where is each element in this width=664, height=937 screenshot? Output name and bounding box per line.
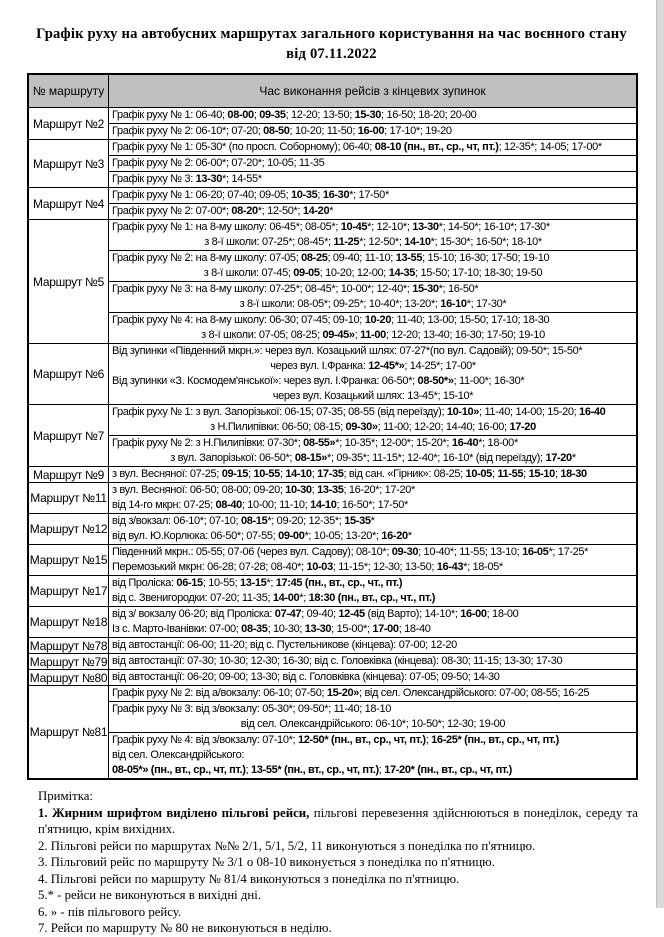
- table-row: [28, 576, 637, 607]
- route-name-cell: Маршрут №17: [28, 576, 109, 607]
- schedule-line: Графік руху № 1: з вул. Запорізької: 06-15; 07-35; 08-55 (від переїзду); 10-10»; 11-40; 14-00; 15-20; 16-40: [112, 406, 606, 418]
- note-item: 5.* - рейси не виконуються в вихідні дні.: [38, 888, 262, 902]
- notes-heading: Примітка:: [38, 789, 93, 803]
- schedule-cell: [109, 188, 638, 204]
- table-row: [28, 140, 637, 156]
- table-row: [28, 188, 637, 204]
- schedule-cell: [109, 124, 638, 140]
- schedule-line: Графік руху № 1: 06-40; 08-00; 09-35; 12-20; 13-50; 15-30; 16-50; 18-20; 20-00: [112, 109, 477, 121]
- schedule-line: від вул. Ю.Корлюка: 06-50*; 07-55; 09-00*; 10-05; 13-20*; 16-20*: [112, 530, 412, 542]
- schedule-line: Графік руху № 1: 06-20; 07-40; 09-05; 10-35; 16-30*; 17-50*: [112, 189, 389, 201]
- note-item: 1. Жирним шрифтом виділено пільгові рейси, пільгові перевезення здійснюються в понеділок, середу та п'ятницю, крім вихідних.: [38, 805, 638, 836]
- schedule-line: Графік руху № 2: на 8-му школу: 07-05; 08-25; 09-40; 11-10; 13-55; 15-10; 16-30; 17-50; 19-10: [112, 252, 550, 264]
- schedule-line: Із с. Марто-Іванівки: 07-00; 08-35; 10-30; 13-30; 15-00*; 17-00; 18-40: [112, 623, 431, 635]
- route-name-cell: Маршрут №80: [29, 670, 108, 685]
- schedule-line: від з/ вокзалу 06-20; від Проліска: 07-47; 09-40; 12-45 (від Варто); 14-10*; 16-00; 18-00: [112, 608, 519, 620]
- schedule-line: з 8-ї школи: 08-05*; 09-25*; 10-40*; 13-20*; 16-10*; 17-30*: [239, 298, 507, 310]
- table-row: [28, 282, 637, 313]
- schedule-cell: [109, 282, 638, 313]
- route-column-header: № маршруту: [28, 74, 109, 108]
- schedule-line: від сел. Олександрійського:: [112, 749, 245, 761]
- schedule-line: Графік руху № 3: 13-30*; 14-55*: [112, 173, 262, 185]
- schedule-line: з Н.Пилипівки: 06-50; 08-15; 09-30»; 11-00; 12-20; 14-40; 16-00; 17-20: [210, 421, 536, 433]
- schedule-line: від з/вокзал: 06-10*; 07-10; 08-15*; 09-20; 12-35*; 15-35*: [112, 515, 375, 527]
- schedule-cell: [109, 702, 638, 733]
- schedule-line: 08-05*» (пн., вт., ср., чт, пт.); 13-55* (пн., вт., ср., чт, пт.); 17-20* (пн., вт., ср., чт, пт.): [112, 764, 512, 776]
- schedule-cell: [109, 670, 638, 686]
- table-row: [28, 467, 637, 483]
- table-row: [28, 251, 637, 282]
- schedule-cell: [109, 545, 638, 576]
- table-row: [28, 545, 637, 576]
- route-name-cell: Маршрут №15: [28, 545, 109, 576]
- schedule-line: від автостанції: 06-00; 11-20; від с. Пустельникове (кінцева): 07-00; 12-20: [112, 639, 457, 651]
- notes-section: [38, 788, 638, 937]
- schedule-line: з вул. Весняної: 07-25; 09-15; 10-55; 14-10; 17-35; від сан. «Гірник»: 08-25; 10-05; 11-55; 15-10; 18-30: [112, 468, 587, 480]
- schedule-cell: [109, 514, 638, 545]
- schedule-line: Графік руху № 3: на 8-му школу: 07-25*; 08-45*; 10-00*; 12-40*; 15-30*; 16-50*: [112, 283, 479, 295]
- table-row: [28, 405, 637, 436]
- schedule-table-header: [28, 74, 637, 108]
- schedule-line: від с. Звенигородки: 07-20; 11-35; 14-00*; 18:30 (пн., вт., ср., чт., пт.): [112, 592, 436, 604]
- schedule-line: від 14-го мкрн: 07-25; 08-40; 10-00; 11-10; 14-10; 16-50*; 17-50*: [112, 499, 408, 511]
- route-name-cell: Маршрут №81: [28, 686, 109, 780]
- table-row: [28, 607, 637, 638]
- schedule-cell: [109, 607, 638, 638]
- route-name-cell: Маршрут №6: [28, 344, 109, 405]
- schedule-cell: [109, 344, 638, 405]
- schedule-line: від автостанції: 06-20; 09-00; 13-30; від с. Головківка (кінцева): 07-05; 09-50; 14-30: [112, 671, 500, 683]
- schedule-line: через вул. Козацький шлях: 13-45*; 15-10*: [272, 390, 474, 402]
- schedule-line: Графік руху № 4: на 8-му школу: 06-30; 07-45; 09-10; 10-20; 11-40; 13-00; 15-50; 17-10; 18-30: [112, 314, 550, 326]
- note-item: 3. Пільговий рейс по маршруту № 3/1 о 08-10 виконується з понеділка по п'ятницю.: [38, 855, 495, 869]
- notes-list: [38, 805, 638, 937]
- schedule-line: з 8-ї школи: 07-45; 09-05; 10-20; 12-00; 14-35; 15-50; 17-10; 18-30; 19-50: [203, 267, 543, 279]
- note-item: 4. Пільгові рейси по маршруту № 81/4 виконуються з понеділка по п'ятницю.: [38, 871, 460, 886]
- schedule-cell: [109, 576, 638, 607]
- route-name-cell: Маршрут №5: [28, 220, 109, 344]
- schedule-cell: [109, 140, 638, 156]
- schedule-line: від сел. Олександрійського: 06-10*; 10-50*; 12-30; 19-00: [240, 718, 506, 730]
- route-name-cell: Маршрут №3: [28, 140, 109, 188]
- schedule-line: Графік руху № 2: 06-00*; 07-20*; 10-05; 11-35: [112, 157, 325, 169]
- schedule-line: Графік руху № 1: 05-30* (по просп. Соборному); 06-40; 08-10 (пн., вт., ср., чт, пт.); 12-35*; 14-05; 17-00*: [112, 141, 602, 153]
- schedule-line: з 8-ї школи: 07-05; 08-25; 09-45»; 11-00; 12-20; 13-40; 16-30; 17-50; 19-10: [201, 329, 545, 341]
- schedule-line: Графік руху № 2: від а/вокзалу: 06-10; 07-50; 15-20»; від сел. Олександрійського: 07-00; 08-55; 16-25: [112, 687, 590, 699]
- schedule-cell: [109, 654, 638, 670]
- route-name-cell: Маршрут №9: [28, 467, 109, 483]
- schedule-cell: [109, 313, 638, 344]
- schedule-line: від автостанції: 07-30; 10-30; 12-30; 16-30; від с. Головківка (кінцева): 08-30; 11-15; 13-30; 17-30: [112, 655, 563, 667]
- schedule-cell: [109, 638, 638, 654]
- table-row: [28, 514, 637, 545]
- schedule-line: Графік руху № 1: на 8-му школу: 06-45*; 08-05*; 10-45*; 12-10*; 13-30*; 14-50*; 16-10*; 17-30*: [112, 221, 550, 233]
- table-row: [28, 108, 637, 124]
- schedule-line: Від зупинки «З. Космодем'янської»: через вул. І.Франка: 06-50*; 08-50*»; 11-00*; 16-30*: [112, 375, 525, 387]
- schedule-cell: [109, 156, 638, 172]
- table-row: [28, 313, 637, 344]
- schedule-line: з 8-ї школи: 07-25*; 08-45*; 11-25*; 12-50*; 14-10*; 15-30*; 16-50*; 18-10*: [204, 236, 542, 248]
- schedule-table: [27, 73, 638, 780]
- table-row: [28, 156, 637, 172]
- note-item: 6. » - пів пільгового рейсу.: [38, 904, 182, 919]
- schedule-cell: [109, 483, 638, 514]
- header-row: [28, 74, 637, 108]
- table-row: [28, 638, 637, 654]
- schedule-cell: [109, 220, 638, 251]
- table-row: [28, 172, 637, 188]
- times-column-header: Час виконання рейсів з кінцевих зупинок: [109, 74, 638, 108]
- scrollbar[interactable]: [656, 0, 664, 908]
- route-name-cell: Маршрут №2: [28, 108, 109, 140]
- route-name-cell: Маршрут №79: [29, 654, 108, 669]
- schedule-line: з вул. Запорізької: 06-50*; 08-15»*; 09-35*; 11-15*; 12-40*; 16-10* (від переїзду); 17-20*: [170, 452, 576, 464]
- schedule-line: з вул. Весняної: 06-50; 08-00; 09-20; 10-30; 13-35; 16-20*; 17-20*: [112, 484, 415, 496]
- schedule-cell: [109, 467, 638, 483]
- table-row: [28, 220, 637, 251]
- schedule-cell: [109, 204, 638, 220]
- schedule-line: Графік руху № 4: від з/вокзалу: 07-10*; 12-50* (пн., вт., ср., чт, пт.); 16-25* (пн., вт., ср., чт, пт.): [112, 734, 559, 746]
- schedule-line: Південний мкрн.: 05-55; 07-06 (через вул. Садову); 08-10*; 09-30; 10-40*; 11-55; 13-10; 16-05*; 17-25*: [112, 546, 589, 558]
- note-item: 2. Пільгові рейси по маршрутах №№ 2/1, 5/1, 5/2, 11 виконуються з понеділка по п'ятницю.: [38, 838, 536, 853]
- schedule-line: Графік руху № 2: 06-10*; 07-20; 08-50; 10-20; 11-50; 16-00; 17-10*; 19-20: [112, 125, 452, 137]
- schedule-cell: [109, 172, 638, 188]
- schedule-table-body: [28, 108, 637, 780]
- table-row: [28, 344, 637, 405]
- schedule-line: Графік руху № 2: з Н.Пилипівки: 07-30*; 08-55»*; 10-35*; 12-00*; 15-20*; 16-40*; 18-00*: [112, 437, 518, 449]
- schedule-cell: [109, 733, 638, 780]
- schedule-line: Графік руху № 2: 07-00*; 08-20*; 12-50*; 14-20*: [112, 205, 334, 217]
- table-row: [28, 654, 637, 670]
- schedule-line: Перемозький мкрн: 06-28; 07-28; 08-40*; 10-03; 11-15*; 12-30; 13-50; 16-43*; 18-05*: [112, 561, 503, 573]
- table-row: [28, 204, 637, 220]
- table-row: [28, 124, 637, 140]
- route-name-cell: Маршрут №78: [29, 638, 108, 653]
- table-row: [28, 483, 637, 514]
- table-row: [28, 702, 637, 733]
- schedule-cell: [109, 251, 638, 282]
- table-row: [28, 686, 637, 702]
- schedule-line: від Проліска: 06-15; 10-55; 13-15*; 17:45 (пн., вт., ср., чт., пт.): [112, 577, 403, 589]
- schedule-cell: [109, 686, 638, 702]
- route-name-cell: Маршрут №18: [28, 607, 109, 638]
- schedule-line: через вул. І.Франка: 12-45*»; 14-25*; 17-00*: [270, 360, 476, 372]
- schedule-line: Від зупинки «Південний мкрн.»: через вул. Козацький шлях: 07-27*(по вул. Садовій); 09-50*; 15-50*: [112, 345, 583, 357]
- route-name-cell: Маршрут №4: [28, 188, 109, 220]
- table-row: [28, 733, 637, 780]
- route-name-cell: Маршрут №12: [28, 514, 109, 545]
- table-row: [28, 670, 637, 686]
- route-name-cell: Маршрут №11: [28, 483, 109, 514]
- schedule-line: Графік руху № 3: від з/вокзалу: 05-30*; 09-50*; 11-40; 18-10: [112, 703, 392, 715]
- note-item: 7. Рейси по маршруту № 80 не виконуються в неділю.: [38, 921, 332, 935]
- schedule-cell: [109, 436, 638, 467]
- route-name-cell: Маршрут №7: [28, 405, 109, 467]
- page-title-line1: Графік руху на автобусних маршрутах загального користування на час воєнного стану: [36, 26, 627, 42]
- page-title: [27, 24, 636, 64]
- schedule-cell: [109, 108, 638, 124]
- page-title-line2: від 07.11.2022: [286, 46, 377, 62]
- schedule-cell: [109, 405, 638, 436]
- table-row: [28, 436, 637, 467]
